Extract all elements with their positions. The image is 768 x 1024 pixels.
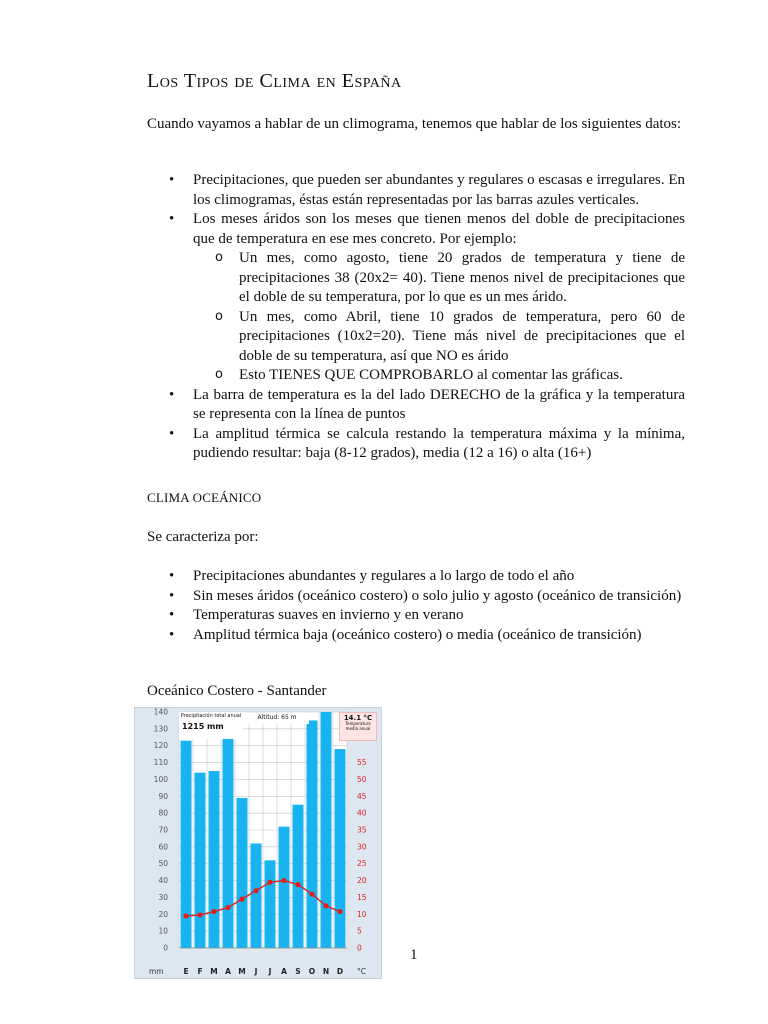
- y-left-tick-label: 10: [158, 926, 168, 936]
- precipitation-bar: [251, 843, 262, 948]
- y-left-tick-label: 0: [163, 943, 168, 953]
- precipitation-bar: [237, 798, 248, 948]
- list-item-text: La barra de temperatura es la del lado DERECHO de la gráfica y la temperatura se representa con la línea de puntos: [193, 386, 685, 422]
- temperature-point: [323, 903, 328, 908]
- page-number: 1: [410, 947, 418, 963]
- precipitation-bar: [209, 771, 220, 948]
- temperature-point: [309, 891, 314, 896]
- x-tick-label: M: [238, 967, 246, 976]
- y-left-tick-label: 70: [158, 825, 168, 835]
- y-left-tick-label: 80: [158, 808, 168, 818]
- y-right-tick-label: 0: [357, 943, 362, 953]
- y-right-tick-label: 15: [357, 892, 367, 902]
- y-left-tick-label: 60: [158, 842, 168, 852]
- list-item-text: Sin meses áridos (oceánico costero) o solo julio y agosto (oceánico de transición): [193, 587, 682, 604]
- y-right-tick-label: 45: [357, 791, 367, 801]
- list-item: [193, 386, 685, 425]
- list-item-text: Precipitaciones, que pueden ser abundantes y regulares o escasas e irregulares. En los climogramas, éstas están representadas por las barras azules verticales.: [193, 172, 685, 208]
- list-item: [193, 425, 685, 464]
- mean-temperature-label: Temperatura media anual: [345, 721, 371, 731]
- x-tick-label: J: [268, 967, 272, 976]
- altitude-box: [245, 713, 309, 724]
- temperature-point: [337, 909, 342, 914]
- sub-list-item: [239, 308, 685, 367]
- y-right-tick-label: 20: [357, 876, 367, 886]
- chart-caption: Oceánico Costero - Santander: [147, 683, 327, 699]
- x-tick-label: A: [281, 967, 287, 976]
- sub-list-item: [239, 249, 685, 308]
- y-left-tick-label: 40: [158, 876, 168, 886]
- precipitation-bar: [293, 805, 304, 948]
- climogram-data-list: [193, 171, 685, 464]
- x-tick-label: M: [210, 967, 218, 976]
- precipitation-bar: [335, 749, 346, 948]
- temperature-point: [225, 905, 230, 910]
- y-left-tick-label: 130: [153, 724, 168, 734]
- temperature-point: [253, 888, 258, 893]
- y-right-tick-label: 5: [357, 926, 362, 936]
- mean-temperature-value: 14.1 °C: [343, 714, 373, 722]
- x-tick-label: N: [322, 967, 330, 976]
- x-tick-label: J: [254, 967, 258, 976]
- list-item: [193, 587, 685, 607]
- y-right-tick-label: 10: [357, 909, 367, 919]
- y-left-tick-label: 110: [153, 758, 168, 768]
- page-title: Los Tipos de Clima en España: [147, 70, 402, 92]
- list-item: [193, 210, 685, 386]
- climogram-chart: [134, 707, 382, 979]
- y-right-tick-label: 35: [357, 825, 367, 835]
- intro-paragraph: [110, 114, 685, 134]
- y-left-tick-label: 20: [158, 909, 168, 919]
- precipitation-bar: [195, 773, 206, 948]
- temperature-point: [281, 878, 286, 883]
- temperature-point: [239, 897, 244, 902]
- annual-precipitation-box: [179, 712, 243, 739]
- annual-precipitation-label: Precipitación total anual: [180, 713, 242, 719]
- y-left-tick-label: 50: [158, 859, 168, 869]
- precipitation-bar: [265, 860, 276, 948]
- list-item: [193, 171, 685, 210]
- list-item: [193, 626, 685, 646]
- x-tick-label: F: [197, 967, 203, 976]
- precipitation-bar: [223, 737, 234, 948]
- y-right-tick-label: 30: [357, 842, 367, 852]
- list-item-text: La amplitud térmica se calcula restando la temperatura máxima y la mínima, pudiendo resultar: baja (8-12 grados), media (12 a 16) o alta (16+): [193, 425, 685, 461]
- section-heading: CLIMA OCEÁNICO: [147, 490, 262, 505]
- x-tick-label: D: [336, 967, 344, 976]
- altitude-label: Altitud: 65 m: [257, 714, 297, 721]
- precipitation-bar: [279, 827, 290, 948]
- intro-text: Cuando vayamos a hablar de un climograma, tenemos que hablar de los siguientes datos:: [147, 116, 682, 132]
- x-axis-strip: [135, 962, 381, 978]
- y-right-tick-label: 40: [357, 808, 367, 818]
- x-tick-label: S: [295, 967, 301, 976]
- y-left-tick-label: 120: [153, 741, 168, 751]
- mean-temperature-box: [339, 712, 377, 741]
- temperature-point: [211, 909, 216, 914]
- left-unit-label: mm: [149, 967, 164, 976]
- y-left-tick-label: 100: [153, 774, 168, 784]
- characteristics-list: [193, 567, 685, 645]
- sub-list-item: [239, 366, 685, 386]
- sub-list-item-text: Esto TIENES QUE COMPROBARLO al comentar las gráficas.: [239, 367, 623, 383]
- x-tick-label: O: [308, 967, 316, 976]
- precipitation-bar: [307, 720, 318, 948]
- y-right-tick-label: 25: [357, 859, 367, 869]
- sub-list-item-text: Un mes, como Abril, tiene 10 grados de temperatura, pero 60 de precipitaciones (10x2=20). Tiene más nivel de precipitaciones que el doble de su temperatura, así que NO es árido: [239, 308, 685, 364]
- list-item-text: Los meses áridos son los meses que tienen menos del doble de precipitaciones que de temperatura en ese mes concreto. Por ejemplo:: [193, 211, 685, 247]
- annual-precipitation-value: 1215 mm: [182, 722, 224, 731]
- list-item-text: Temperaturas suaves en invierno y en verano: [193, 607, 464, 623]
- x-tick-label: A: [225, 967, 231, 976]
- arid-examples-list: [239, 249, 685, 386]
- list-item: [193, 606, 685, 626]
- temperature-point: [183, 913, 188, 918]
- characteristics-intro: Se caracteriza por:: [147, 529, 259, 545]
- y-left-tick-label: 140: [153, 708, 168, 717]
- temperature-point: [267, 880, 272, 885]
- y-left-tick-label: 30: [158, 892, 168, 902]
- temperature-point: [197, 912, 202, 917]
- climogram-svg: [135, 708, 381, 978]
- precipitation-bar: [321, 712, 332, 948]
- y-left-tick-label: 90: [158, 791, 168, 801]
- x-tick-label: E: [183, 967, 189, 976]
- list-item-text: Amplitud térmica baja (oceánico costero) o media (oceánico de transición): [193, 626, 642, 643]
- sub-list-item-text: Un mes, como agosto, tiene 20 grados de temperatura y tiene de precipitaciones 38 (20x2= 40). Tiene menos nivel de precipitaciones que el doble de su temperatura, por lo que es un mes árido.: [239, 250, 685, 305]
- y-right-tick-label: 55: [357, 758, 367, 768]
- y-right-tick-label: 50: [357, 774, 367, 784]
- right-unit-label: °C: [357, 967, 366, 976]
- list-item-text: Precipitaciones abundantes y regulares a lo largo de todo el año: [193, 568, 575, 584]
- temperature-point: [295, 882, 300, 887]
- list-item: [193, 567, 685, 587]
